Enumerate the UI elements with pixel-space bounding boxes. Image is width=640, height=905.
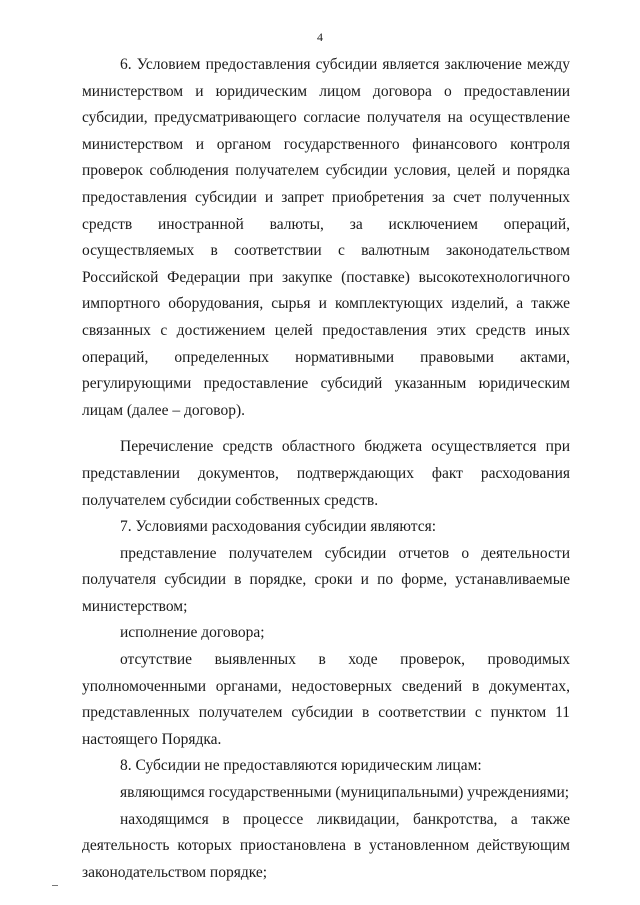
paragraph-state-institutions: являющимся государственными (муниципальными) учреждениями; [120, 784, 570, 802]
paragraph-item-6: 6. Условием предоставления субсидии является заключение между министерством и юридическим лицом договора о предоставлении субсидии, предусматривающего согласие получателя на осуществление министерством и органом государственного финансового контроля проверок соблюдения получателем субсидии условия, целей и порядка предоставления субсидии и запрет приобретения за счет полученных средств иностранной валюты, за исключением операций, осуществляемых в соответствии с валютным законодательством Российской Федерации при закупке (поставке) высокотехнологичного импортного оборудования, сырья и комплектующих изделий, а также связанных с достижением целей предоставления этих средств иных операций, определенных нормативными правовыми актами, регулирующими предоставление субсидий указанным юридическим лицам (далее – договор). [82, 56, 570, 419]
document-body [82, 52, 570, 886]
paragraph-budget-transfer: Перечисление средств областного бюджета осуществляется при представлении документов, подтверждающих факт расходования получателем субсидии собственных средств. [82, 438, 570, 509]
page-number: 4 [317, 30, 323, 44]
paragraph-reports-condition: представление получателем субсидии отчетов о деятельности получателя субсидии в порядке, сроки и по форме, устанавливаемые министерством; [82, 544, 570, 615]
paragraph-contract-condition: исполнение договора; [120, 624, 265, 642]
paragraph-inspections-condition: отсутствие выявленных в ходе проверок, проводимых уполномоченными органами, недостоверных сведений в документах, представленных получателем субсидии в соответствии с пунктом 11 настоящего Порядка. [82, 651, 570, 748]
paragraph-item-8: 8. Субсидии не предоставляются юридическим лицам: [120, 757, 482, 775]
scan-mark [52, 885, 58, 886]
paragraph-liquidation: находящимся в процессе ликвидации, банкротства, а также деятельность которых приостановлена в установленном действующим законодательством порядке; [82, 810, 570, 881]
paragraph-item-7: 7. Условиями расходования субсидии являются: [120, 518, 437, 536]
